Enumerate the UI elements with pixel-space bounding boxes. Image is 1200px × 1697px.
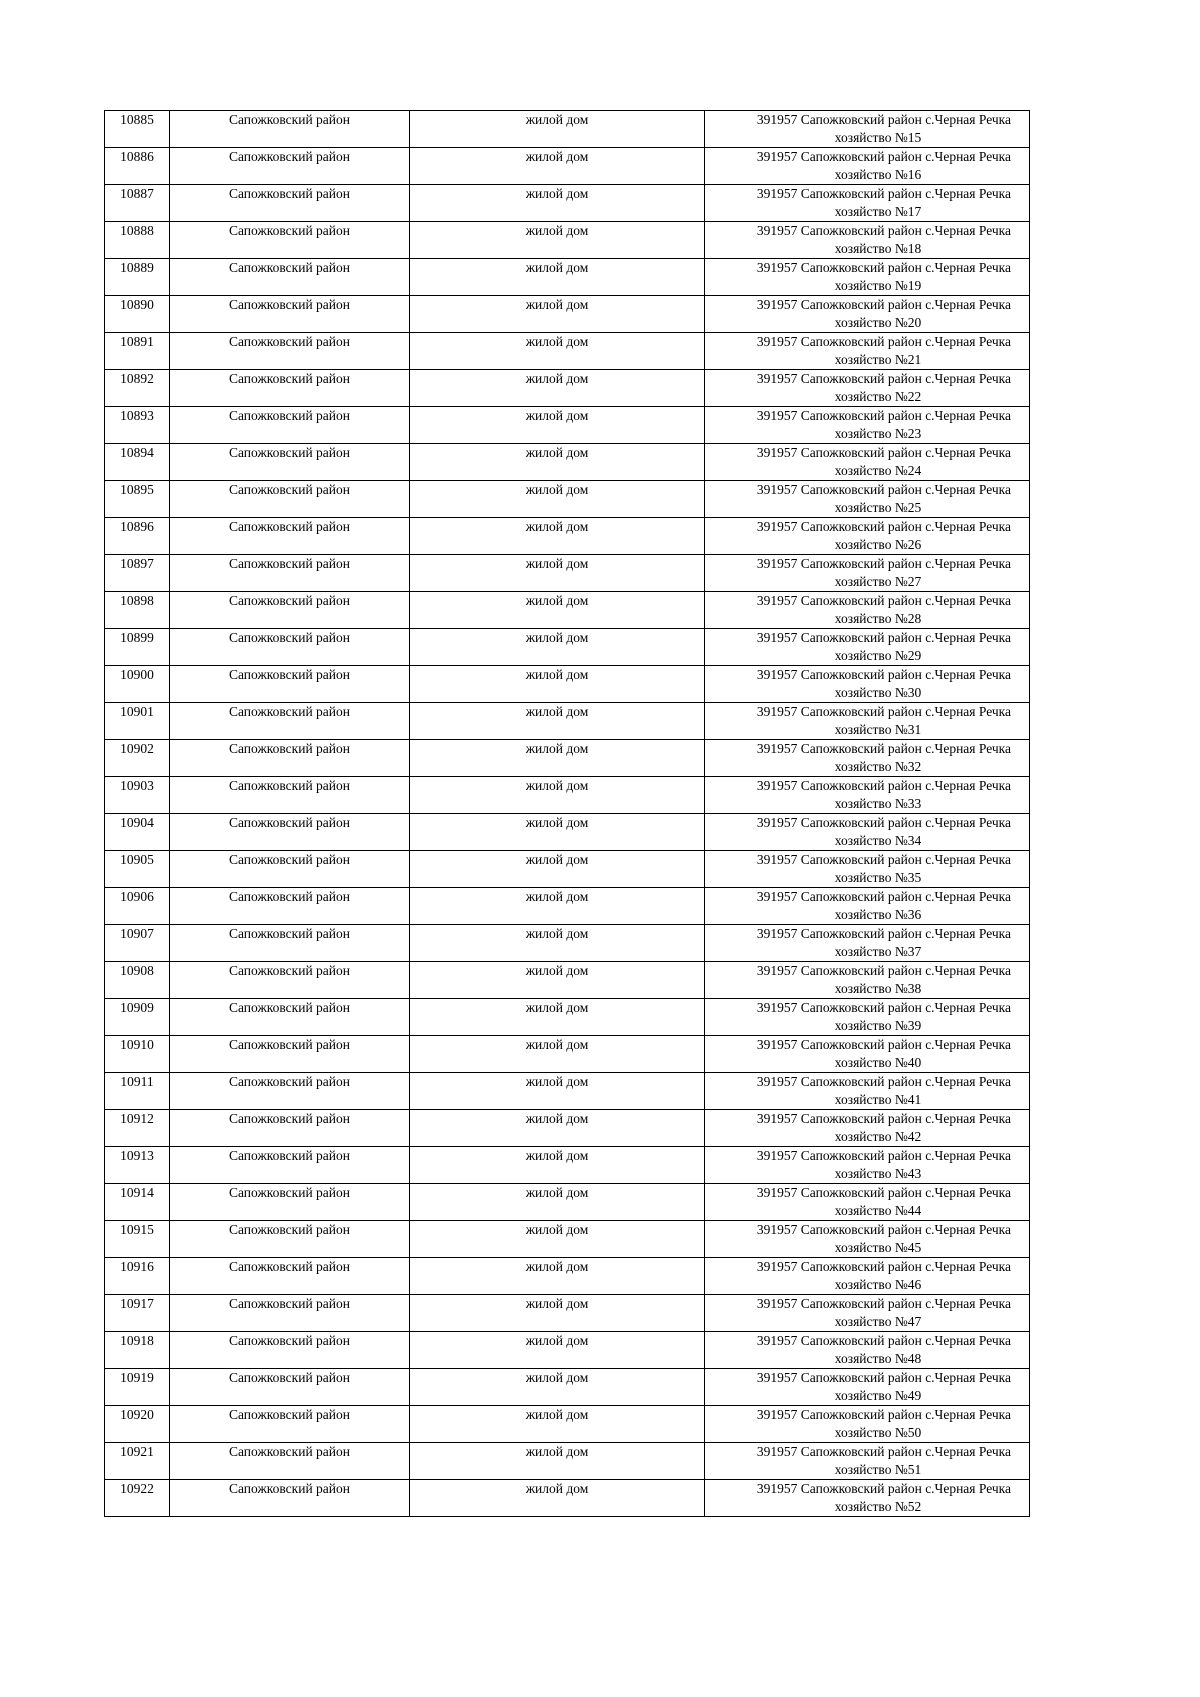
row-number: 10921 — [105, 1443, 170, 1480]
row-number: 10888 — [105, 222, 170, 259]
table-row — [105, 444, 1030, 481]
row-object-type: жилой дом — [410, 777, 705, 814]
address-line-1: 391957 Сапожковский район с.Черная Речка — [756, 778, 1011, 793]
row-region: Сапожковский район — [170, 962, 410, 999]
row-region: Сапожковский район — [170, 518, 410, 555]
address-line-2: хозяйство №47 — [834, 1314, 922, 1329]
row-object-type: жилой дом — [410, 185, 705, 222]
row-number: 10910 — [105, 1036, 170, 1073]
row-address — [705, 592, 1030, 629]
table-row — [105, 814, 1030, 851]
address-line-2: хозяйство №30 — [834, 685, 922, 700]
address-line-1: 391957 Сапожковский район с.Черная Речка — [756, 1000, 1011, 1015]
table-row — [105, 555, 1030, 592]
row-number: 10885 — [105, 111, 170, 148]
address-line-2: хозяйство №15 — [834, 130, 922, 145]
row-region: Сапожковский район — [170, 740, 410, 777]
address-line-2: хозяйство №35 — [834, 870, 922, 885]
address-line-2: хозяйство №33 — [834, 796, 922, 811]
row-number: 10909 — [105, 999, 170, 1036]
row-number: 10911 — [105, 1073, 170, 1110]
row-region: Сапожковский район — [170, 1443, 410, 1480]
row-region: Сапожковский район — [170, 1221, 410, 1258]
row-region: Сапожковский район — [170, 370, 410, 407]
row-region: Сапожковский район — [170, 1184, 410, 1221]
row-object-type: жилой дом — [410, 259, 705, 296]
row-region: Сапожковский район — [170, 1369, 410, 1406]
table-row — [105, 1480, 1030, 1517]
row-region: Сапожковский район — [170, 629, 410, 666]
address-line-2: хозяйство №49 — [834, 1388, 922, 1403]
address-line-2: хозяйство №16 — [834, 167, 922, 182]
table-row — [105, 666, 1030, 703]
row-object-type: жилой дом — [410, 407, 705, 444]
table-row — [105, 888, 1030, 925]
row-address — [705, 444, 1030, 481]
address-line-1: 391957 Сапожковский район с.Черная Речка — [756, 1481, 1011, 1496]
row-address — [705, 1036, 1030, 1073]
row-object-type: жилой дом — [410, 888, 705, 925]
address-line-1: 391957 Сапожковский район с.Черная Речка — [756, 1074, 1011, 1089]
row-region: Сапожковский район — [170, 185, 410, 222]
table-row — [105, 333, 1030, 370]
address-line-2: хозяйство №52 — [834, 1499, 922, 1514]
row-region: Сапожковский район — [170, 1480, 410, 1517]
row-number: 10894 — [105, 444, 170, 481]
row-number: 10917 — [105, 1295, 170, 1332]
row-address — [705, 111, 1030, 148]
address-line-2: хозяйство №43 — [834, 1166, 922, 1181]
address-line-2: хозяйство №40 — [834, 1055, 922, 1070]
row-address — [705, 296, 1030, 333]
row-number: 10915 — [105, 1221, 170, 1258]
row-address — [705, 740, 1030, 777]
row-number: 10905 — [105, 851, 170, 888]
row-address — [705, 703, 1030, 740]
address-line-2: хозяйство №36 — [834, 907, 922, 922]
table-row — [105, 185, 1030, 222]
address-line-1: 391957 Сапожковский район с.Черная Речка — [756, 260, 1011, 275]
address-line-2: хозяйство №22 — [834, 389, 922, 404]
address-line-1: 391957 Сапожковский район с.Черная Речка — [756, 1111, 1011, 1126]
address-line-2: хозяйство №28 — [834, 611, 922, 626]
row-region: Сапожковский район — [170, 888, 410, 925]
table-row — [105, 999, 1030, 1036]
row-object-type: жилой дом — [410, 518, 705, 555]
table-row — [105, 1036, 1030, 1073]
address-line-1: 391957 Сапожковский район с.Черная Речка — [756, 1407, 1011, 1422]
address-line-2: хозяйство №18 — [834, 241, 922, 256]
address-line-2: хозяйство №32 — [834, 759, 922, 774]
row-number: 10898 — [105, 592, 170, 629]
address-line-2: хозяйство №20 — [834, 315, 922, 330]
row-object-type: жилой дом — [410, 444, 705, 481]
table-row — [105, 925, 1030, 962]
row-object-type: жилой дом — [410, 1258, 705, 1295]
row-object-type: жилой дом — [410, 1147, 705, 1184]
row-object-type: жилой дом — [410, 814, 705, 851]
row-address — [705, 1110, 1030, 1147]
row-address — [705, 1073, 1030, 1110]
address-line-1: 391957 Сапожковский район с.Черная Речка — [756, 704, 1011, 719]
table-row — [105, 1295, 1030, 1332]
address-line-2: хозяйство №21 — [834, 352, 922, 367]
row-object-type: жилой дом — [410, 999, 705, 1036]
row-number: 10920 — [105, 1406, 170, 1443]
address-line-2: хозяйство №48 — [834, 1351, 922, 1366]
row-number: 10906 — [105, 888, 170, 925]
address-line-2: хозяйство №26 — [834, 537, 922, 552]
row-object-type: жилой дом — [410, 555, 705, 592]
row-region: Сапожковский район — [170, 555, 410, 592]
row-address — [705, 407, 1030, 444]
table-row — [105, 1110, 1030, 1147]
row-region: Сапожковский район — [170, 296, 410, 333]
row-number: 10892 — [105, 370, 170, 407]
row-region: Сапожковский район — [170, 1258, 410, 1295]
table-row — [105, 1332, 1030, 1369]
address-line-1: 391957 Сапожковский район с.Черная Речка — [756, 852, 1011, 867]
row-object-type: жилой дом — [410, 703, 705, 740]
row-object-type: жилой дом — [410, 1221, 705, 1258]
table-row — [105, 1369, 1030, 1406]
row-number: 10913 — [105, 1147, 170, 1184]
address-line-1: 391957 Сапожковский район с.Черная Речка — [756, 1370, 1011, 1385]
address-line-1: 391957 Сапожковский район с.Черная Речка — [756, 1037, 1011, 1052]
row-number: 10900 — [105, 666, 170, 703]
row-address — [705, 925, 1030, 962]
row-region: Сапожковский район — [170, 1295, 410, 1332]
table-row — [105, 481, 1030, 518]
row-object-type: жилой дом — [410, 111, 705, 148]
row-region: Сапожковский район — [170, 1332, 410, 1369]
address-line-1: 391957 Сапожковский район с.Черная Речка — [756, 112, 1011, 127]
row-address — [705, 962, 1030, 999]
table-row — [105, 592, 1030, 629]
row-number: 10904 — [105, 814, 170, 851]
address-line-2: хозяйство №27 — [834, 574, 922, 589]
table-row — [105, 518, 1030, 555]
row-region: Сапожковский район — [170, 222, 410, 259]
row-number: 10912 — [105, 1110, 170, 1147]
row-region: Сапожковский район — [170, 777, 410, 814]
address-line-1: 391957 Сапожковский район с.Черная Речка — [756, 1259, 1011, 1274]
property-table — [104, 110, 1030, 1517]
row-object-type: жилой дом — [410, 740, 705, 777]
row-region: Сапожковский район — [170, 925, 410, 962]
address-line-2: хозяйство №34 — [834, 833, 922, 848]
address-line-1: 391957 Сапожковский район с.Черная Речка — [756, 149, 1011, 164]
table-row — [105, 407, 1030, 444]
row-number: 10919 — [105, 1369, 170, 1406]
address-line-1: 391957 Сапожковский район с.Черная Речка — [756, 223, 1011, 238]
row-object-type: жилой дом — [410, 370, 705, 407]
row-number: 10916 — [105, 1258, 170, 1295]
row-address — [705, 1221, 1030, 1258]
row-region: Сапожковский район — [170, 999, 410, 1036]
row-number: 10893 — [105, 407, 170, 444]
row-object-type: жилой дом — [410, 1480, 705, 1517]
row-address — [705, 333, 1030, 370]
address-line-2: хозяйство №42 — [834, 1129, 922, 1144]
table-row — [105, 296, 1030, 333]
row-number: 10889 — [105, 259, 170, 296]
address-line-1: 391957 Сапожковский район с.Черная Речка — [756, 1333, 1011, 1348]
row-address — [705, 222, 1030, 259]
row-object-type: жилой дом — [410, 962, 705, 999]
table-row — [105, 703, 1030, 740]
address-line-2: хозяйство №23 — [834, 426, 922, 441]
table-row — [105, 629, 1030, 666]
address-line-2: хозяйство №50 — [834, 1425, 922, 1440]
row-object-type: жилой дом — [410, 481, 705, 518]
row-object-type: жилой дом — [410, 1110, 705, 1147]
row-address — [705, 148, 1030, 185]
row-object-type: жилой дом — [410, 1184, 705, 1221]
row-region: Сапожковский район — [170, 148, 410, 185]
address-line-1: 391957 Сапожковский район с.Черная Речка — [756, 1444, 1011, 1459]
address-line-1: 391957 Сапожковский район с.Черная Речка — [756, 630, 1011, 645]
address-line-1: 391957 Сапожковский район с.Черная Речка — [756, 482, 1011, 497]
row-object-type: жилой дом — [410, 1295, 705, 1332]
row-number: 10895 — [105, 481, 170, 518]
row-object-type: жилой дом — [410, 1443, 705, 1480]
table-row — [105, 1147, 1030, 1184]
table-row — [105, 222, 1030, 259]
address-line-2: хозяйство №51 — [834, 1462, 922, 1477]
table-row — [105, 1221, 1030, 1258]
row-number: 10908 — [105, 962, 170, 999]
row-object-type: жилой дом — [410, 925, 705, 962]
address-line-1: 391957 Сапожковский район с.Черная Речка — [756, 926, 1011, 941]
row-address — [705, 814, 1030, 851]
row-region: Сапожковский район — [170, 1073, 410, 1110]
row-region: Сапожковский район — [170, 592, 410, 629]
table-row — [105, 962, 1030, 999]
row-address — [705, 1147, 1030, 1184]
address-line-2: хозяйство №38 — [834, 981, 922, 996]
address-line-2: хозяйство №39 — [834, 1018, 922, 1033]
address-line-1: 391957 Сапожковский район с.Черная Речка — [756, 1148, 1011, 1163]
row-number: 10907 — [105, 925, 170, 962]
row-object-type: жилой дом — [410, 1073, 705, 1110]
row-number: 10901 — [105, 703, 170, 740]
table-row — [105, 777, 1030, 814]
address-line-1: 391957 Сапожковский район с.Черная Речка — [756, 334, 1011, 349]
row-object-type: жилой дом — [410, 629, 705, 666]
row-address — [705, 185, 1030, 222]
address-line-1: 391957 Сапожковский район с.Черная Речка — [756, 667, 1011, 682]
row-address — [705, 1184, 1030, 1221]
row-region: Сапожковский район — [170, 259, 410, 296]
table-row — [105, 1443, 1030, 1480]
row-region: Сапожковский район — [170, 1147, 410, 1184]
address-line-1: 391957 Сапожковский район с.Черная Речка — [756, 519, 1011, 534]
row-region: Сапожковский район — [170, 444, 410, 481]
row-object-type: жилой дом — [410, 851, 705, 888]
row-object-type: жилой дом — [410, 592, 705, 629]
row-address — [705, 629, 1030, 666]
address-line-2: хозяйство №37 — [834, 944, 922, 959]
row-object-type: жилой дом — [410, 666, 705, 703]
row-address — [705, 259, 1030, 296]
address-line-1: 391957 Сапожковский район с.Черная Речка — [756, 815, 1011, 830]
row-region: Сапожковский район — [170, 407, 410, 444]
row-number: 10897 — [105, 555, 170, 592]
table-row — [105, 740, 1030, 777]
address-line-1: 391957 Сапожковский район с.Черная Речка — [756, 371, 1011, 386]
table-row — [105, 1258, 1030, 1295]
table-row — [105, 851, 1030, 888]
row-region: Сапожковский район — [170, 481, 410, 518]
row-object-type: жилой дом — [410, 1036, 705, 1073]
table-row — [105, 259, 1030, 296]
row-address — [705, 851, 1030, 888]
table-row — [105, 1073, 1030, 1110]
row-address — [705, 777, 1030, 814]
address-line-2: хозяйство №24 — [834, 463, 922, 478]
address-line-2: хозяйство №46 — [834, 1277, 922, 1292]
address-line-1: 391957 Сапожковский район с.Черная Речка — [756, 297, 1011, 312]
address-line-2: хозяйство №45 — [834, 1240, 922, 1255]
row-address — [705, 518, 1030, 555]
row-region: Сапожковский район — [170, 111, 410, 148]
row-address — [705, 555, 1030, 592]
row-number: 10899 — [105, 629, 170, 666]
row-address — [705, 999, 1030, 1036]
row-address — [705, 1406, 1030, 1443]
row-number: 10886 — [105, 148, 170, 185]
address-line-2: хозяйство №31 — [834, 722, 922, 737]
address-line-1: 391957 Сапожковский район с.Черная Речка — [756, 1222, 1011, 1237]
row-region: Сапожковский район — [170, 1110, 410, 1147]
table-row — [105, 370, 1030, 407]
row-address — [705, 1258, 1030, 1295]
row-address — [705, 888, 1030, 925]
address-line-2: хозяйство №17 — [834, 204, 922, 219]
row-object-type: жилой дом — [410, 1369, 705, 1406]
row-region: Сапожковский район — [170, 1036, 410, 1073]
address-line-1: 391957 Сапожковский район с.Черная Речка — [756, 408, 1011, 423]
row-number: 10902 — [105, 740, 170, 777]
row-object-type: жилой дом — [410, 1406, 705, 1443]
address-line-1: 391957 Сапожковский район с.Черная Речка — [756, 593, 1011, 608]
row-address — [705, 1443, 1030, 1480]
table-body — [105, 111, 1030, 1517]
row-number: 10922 — [105, 1480, 170, 1517]
row-region: Сапожковский район — [170, 703, 410, 740]
row-address — [705, 1369, 1030, 1406]
address-line-2: хозяйство №29 — [834, 648, 922, 663]
row-number: 10891 — [105, 333, 170, 370]
address-line-2: хозяйство №19 — [834, 278, 922, 293]
table-row — [105, 1184, 1030, 1221]
address-line-1: 391957 Сапожковский район с.Черная Речка — [756, 1296, 1011, 1311]
row-region: Сапожковский район — [170, 851, 410, 888]
row-address — [705, 1480, 1030, 1517]
row-object-type: жилой дом — [410, 1332, 705, 1369]
row-address — [705, 1295, 1030, 1332]
row-region: Сапожковский район — [170, 666, 410, 703]
row-number: 10890 — [105, 296, 170, 333]
row-address — [705, 370, 1030, 407]
address-line-1: 391957 Сапожковский район с.Черная Речка — [756, 741, 1011, 756]
row-region: Сапожковский район — [170, 814, 410, 851]
row-number: 10896 — [105, 518, 170, 555]
address-line-1: 391957 Сапожковский район с.Черная Речка — [756, 186, 1011, 201]
row-number: 10903 — [105, 777, 170, 814]
address-line-2: хозяйство №25 — [834, 500, 922, 515]
address-line-1: 391957 Сапожковский район с.Черная Речка — [756, 963, 1011, 978]
table-row — [105, 1406, 1030, 1443]
table-row — [105, 111, 1030, 148]
row-number: 10887 — [105, 185, 170, 222]
table-row — [105, 148, 1030, 185]
row-object-type: жилой дом — [410, 333, 705, 370]
row-region: Сапожковский район — [170, 1406, 410, 1443]
row-address — [705, 1332, 1030, 1369]
address-line-1: 391957 Сапожковский район с.Черная Речка — [756, 1185, 1011, 1200]
row-object-type: жилой дом — [410, 296, 705, 333]
row-object-type: жилой дом — [410, 148, 705, 185]
address-line-1: 391957 Сапожковский район с.Черная Речка — [756, 445, 1011, 460]
row-object-type: жилой дом — [410, 222, 705, 259]
row-number: 10918 — [105, 1332, 170, 1369]
row-number: 10914 — [105, 1184, 170, 1221]
address-line-2: хозяйство №44 — [834, 1203, 922, 1218]
row-address — [705, 666, 1030, 703]
row-region: Сапожковский район — [170, 333, 410, 370]
address-line-1: 391957 Сапожковский район с.Черная Речка — [756, 889, 1011, 904]
address-line-1: 391957 Сапожковский район с.Черная Речка — [756, 556, 1011, 571]
address-line-2: хозяйство №41 — [834, 1092, 922, 1107]
row-address — [705, 481, 1030, 518]
